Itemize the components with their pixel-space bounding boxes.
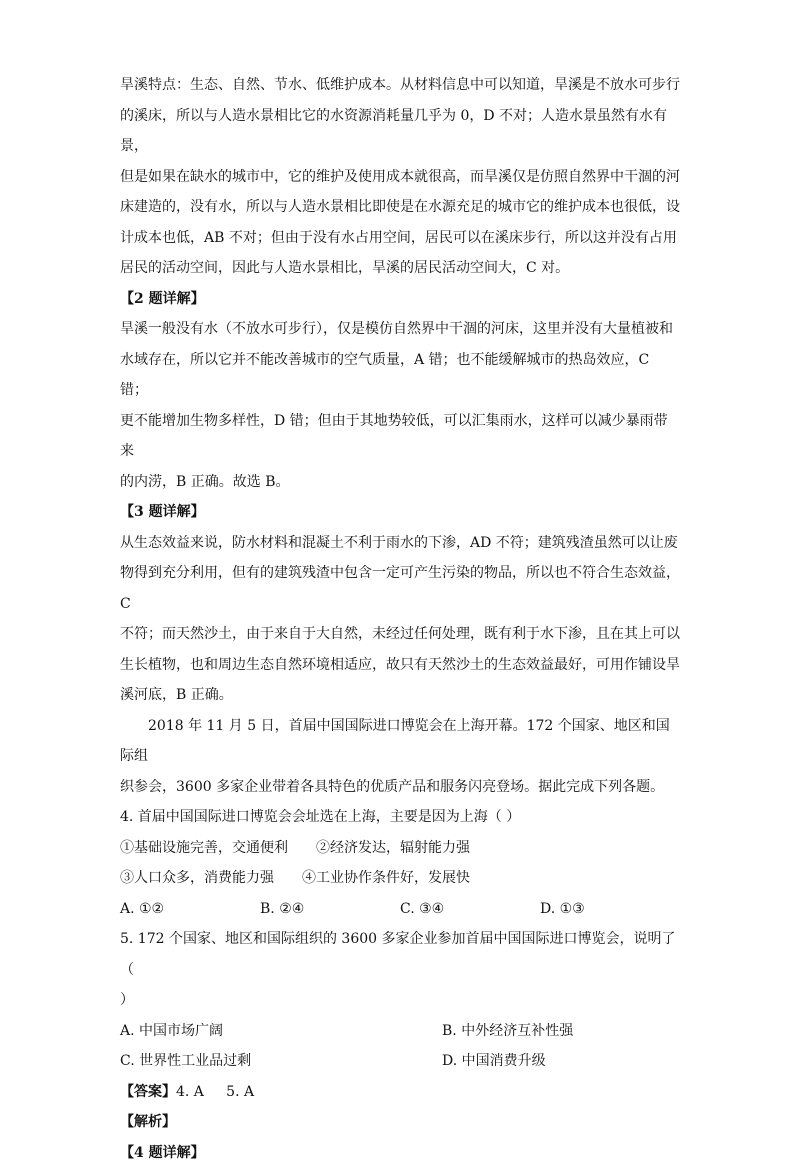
text-line: 生长植物，也和周边生态自然环境相适应，故只有天然沙土的生态效益最好，可用作铺设旱 <box>120 650 680 681</box>
analysis-1 <box>120 70 680 284</box>
text-line: 但是如果在缺水的城市中，它的维护及使用成本就很高，而旱溪仅是仿照自然界中干涸的河 <box>120 162 680 193</box>
text-line: 床建造的，没有水，所以与人造水景相比即使是在水源充足的城市它的维护成本也很低，设 <box>120 192 680 223</box>
q3-detail <box>120 497 680 711</box>
question-4-items-row <box>120 863 680 894</box>
item-4: ④工业协作条件好，发展快 <box>302 870 470 886</box>
document-body <box>120 70 680 1168</box>
text-line: 2018 年 11 月 5 日，首届中国国际进口博览会在上海开幕。172 个国家、地区和国际组 <box>120 711 680 772</box>
text-line: 居民的活动空间，因此与人造水景相比，旱溪的居民活动空间大，C 对。 <box>120 253 680 284</box>
text-line: 更不能增加生物多样性，D 错；但由于其地势较低，可以汇集雨水，这样可以减少暴雨带来 <box>120 406 680 467</box>
text-line: 的内涝，B 正确。故选 B。 <box>120 467 680 498</box>
answer-label: 【答案】 <box>120 1084 176 1100</box>
q2-detail <box>120 284 680 498</box>
text-line: 溪河底，B 正确。 <box>120 680 680 711</box>
text-line: 不符；而天然沙土，由于来自于大自然，未经过任何处理，既有利于水下渗，且在其上可以 <box>120 619 680 650</box>
option-c: C. ③④ <box>400 894 540 925</box>
question-4 <box>120 802 680 924</box>
material-paragraph <box>120 711 680 803</box>
question-5-options-row <box>120 1046 680 1077</box>
option-d: D. ①③ <box>540 894 680 925</box>
q3-heading: 【3 题详解】 <box>120 497 680 528</box>
text-line: 旱溪特点：生态、自然、节水、低维护成本。从材料信息中可以知道，旱溪是不放水可步行 <box>120 70 680 101</box>
text-line: 织参会，3600 多家企业带着各具特色的优质产品和服务闪亮登场。据此完成下列各题。 <box>120 772 680 803</box>
option-a: A. 中国市场广阔 <box>120 1016 442 1047</box>
option-c: C. 世界性工业品过剩 <box>120 1046 442 1077</box>
question-5-stem-end: ） <box>120 985 680 1016</box>
question-4-options <box>120 894 680 925</box>
text-line: 的溪床，所以与人造水景相比它的水资源消耗量几乎为 0，D 不对；人造水景虽然有水有景， <box>120 101 680 162</box>
question-5 <box>120 924 680 1077</box>
option-b: B. 中外经济互补性强 <box>442 1016 764 1047</box>
question-4-stem: 4. 首届中国国际进口博览会会址选在上海，主要是因为上海（ ） <box>120 802 680 833</box>
item-1: ①基础设施完善，交通便利 <box>120 840 288 856</box>
text-line: 物得到充分利用，但有的建筑残渣中包含一定可产生污染的物品，所以也不符合生态效益，C <box>120 558 680 619</box>
item-2: ②经济发达，辐射能力强 <box>316 840 470 856</box>
option-b: B. ②④ <box>260 894 400 925</box>
text-line: 从生态效益来说，防水材料和混凝土不利于雨水的下渗，AD 不符；建筑残渣虽然可以让废 <box>120 528 680 559</box>
question-5-stem: 5. 172 个国家、地区和国际组织的 3600 多家企业参加首届中国国际进口博览会，说明了（ <box>120 924 680 985</box>
question-5-options-row <box>120 1016 680 1047</box>
question-4-items-row <box>120 833 680 864</box>
answer-line <box>120 1077 680 1108</box>
option-d: D. 中国消费升级 <box>442 1046 764 1077</box>
q4-heading: 【4 题详解】 <box>120 1138 680 1168</box>
q2-heading: 【2 题详解】 <box>120 284 680 315</box>
text-line: 旱溪一般没有水（不放水可步行），仅是模仿自然界中干涸的河床，这里并没有大量植被和 <box>120 314 680 345</box>
analysis-heading: 【解析】 <box>120 1107 680 1138</box>
answer-text: 4. A 5. A <box>176 1084 254 1100</box>
text-line: 计成本也低，AB 不对；但由于没有水占用空间，居民可以在溪床步行，所以这并没有占用 <box>120 223 680 254</box>
option-a: A. ①② <box>120 894 260 925</box>
text-line: 水域存在，所以它并不能改善城市的空气质量，A 错；也不能缓解城市的热岛效应，C 错； <box>120 345 680 406</box>
item-3: ③人口众多，消费能力强 <box>120 870 274 886</box>
